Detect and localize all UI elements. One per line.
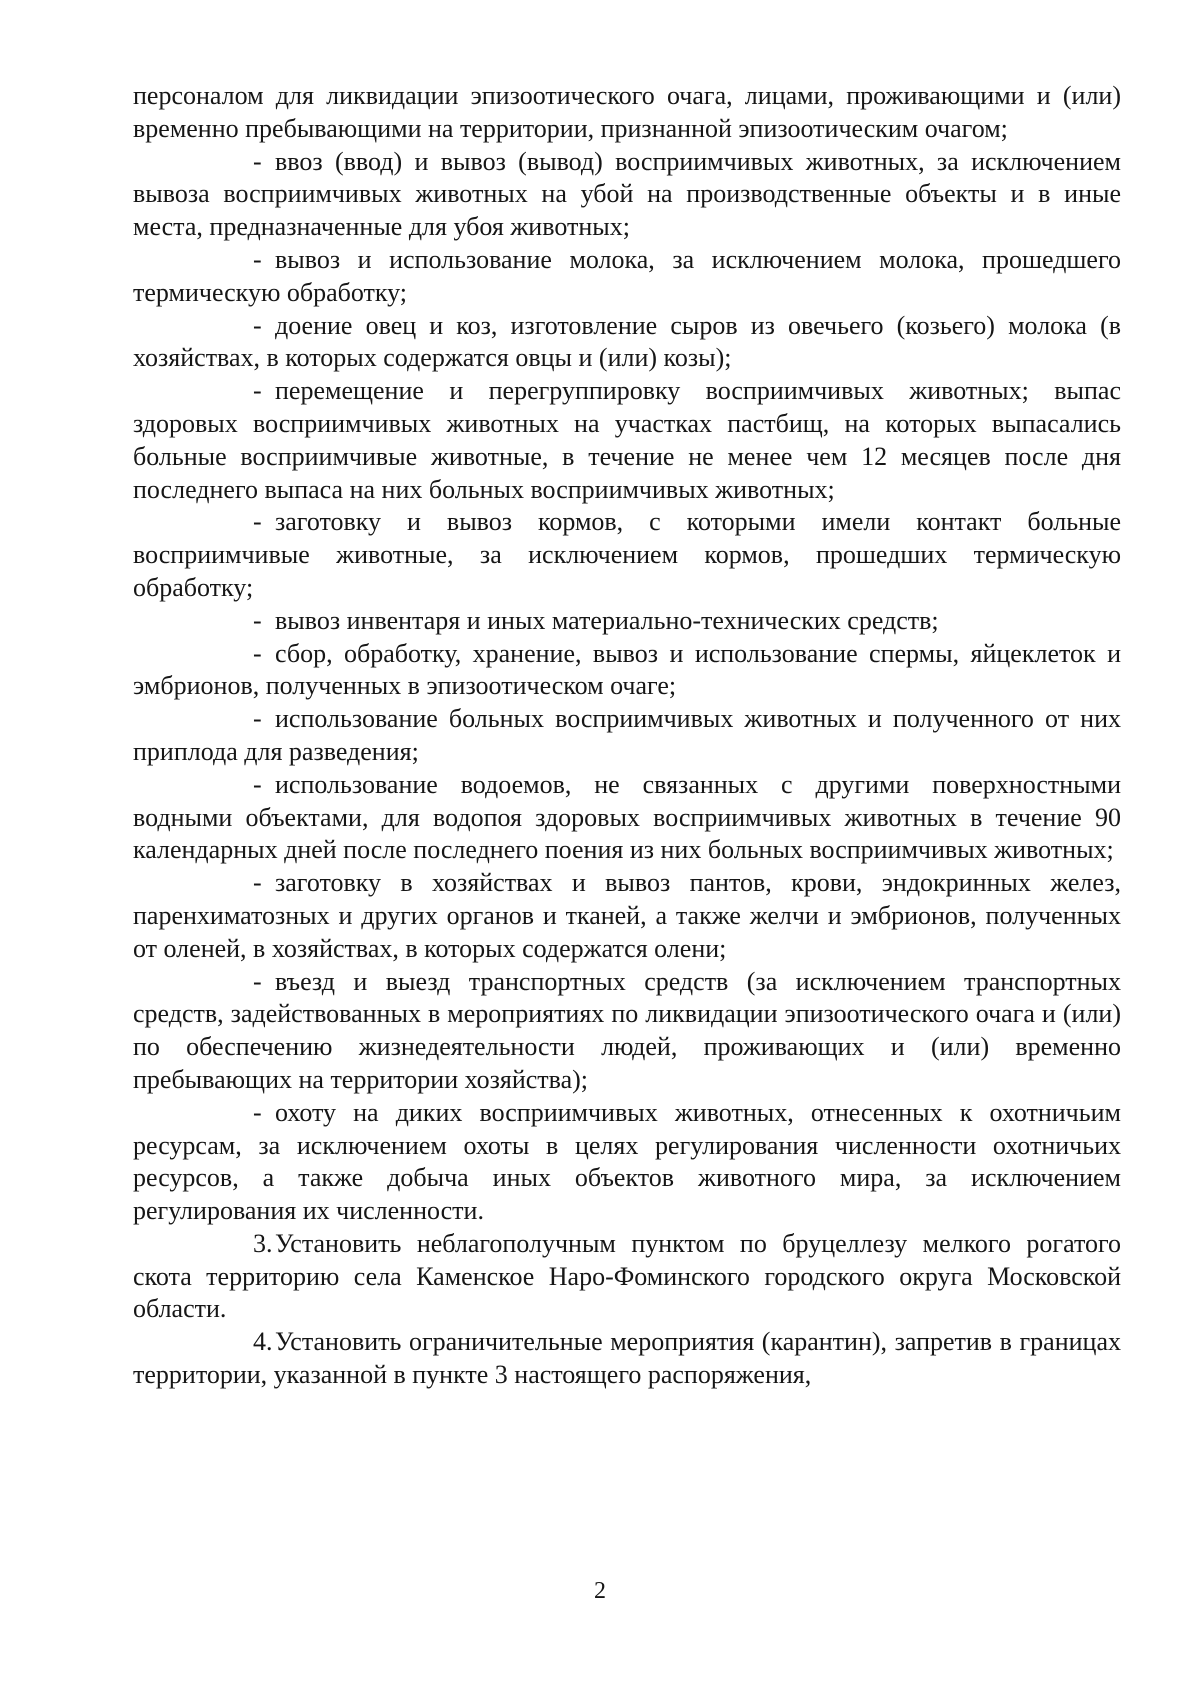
bullet-text: использование водоемов, не связанных с другими поверхностными водными объектами, для водопоя здоровых восприимчивых животных в течение 90 календарных дней после последнего поения из них больных восприимчивых животных; (133, 769, 1121, 865)
bullet-text: сбор, обработку, хранение, вывоз и использование спермы, яйцеклеток и эмбрионов, полученных в эпизоотическом очаге; (133, 638, 1121, 701)
numbered-text: Установить ограничительные мероприятия (карантин), запретив в границах территории, указанной в пункте 3 настоящего распоряжения, (133, 1327, 1121, 1390)
bullet-dash: - (253, 638, 262, 668)
bullet-text: доение овец и коз, изготовление сыров из овечьего (козьего) молока (в хозяйствах, в которых содержатся овцы и (или) козы); (133, 310, 1121, 373)
bullet-item (133, 506, 1121, 604)
item-number: 4. (253, 1327, 273, 1357)
numbered-item (133, 1326, 1121, 1392)
bullet-dash: - (253, 769, 262, 799)
bullet-dash: - (253, 310, 262, 340)
bullet-item (133, 146, 1121, 244)
bullet-text: охоту на диких восприимчивых животных, отнесенных к охотничьим ресурсам, за исключением охоты в целях регулирования численности охотничьих ресурсов, а также добыча иных объектов животного мира, за исключением регулирования их численности. (133, 1097, 1121, 1226)
bullet-item (133, 867, 1121, 965)
bullet-dash: - (253, 146, 262, 176)
bullet-item (133, 1097, 1121, 1228)
bullet-text: заготовку и вывоз кормов, с которыми имели контакт больные восприимчивые животные, за исключением кормов, прошедших термическую обработку; (133, 507, 1121, 602)
bullet-item (133, 310, 1121, 376)
bullet-dash: - (253, 966, 262, 996)
bullet-dash: - (253, 1097, 262, 1127)
bullet-dash: - (253, 244, 262, 274)
document-body (133, 80, 1121, 1392)
paragraph-continuation: персоналом для ликвидации эпизоотического очага, лицами, проживающими и (или) временно пребывающими на территории, признанной эпизоотическим очагом; (133, 81, 1121, 143)
bullet-text: ввоз (ввод) и вывоз (вывод) восприимчивых животных, за исключением вывоза восприимчивых животных на убой на производственные объекты и в иные места, предназначенные для убоя животных; (133, 146, 1121, 242)
bullet-item (133, 244, 1121, 310)
bullet-text: заготовку в хозяйствах и вывоз пантов, крови, эндокринных желез, паренхиматозных и других органов и тканей, а также желчи и эмбрионов, полученных от оленей, в хозяйствах, в которых содержатся олени; (133, 868, 1121, 963)
bullet-text: вывоз инвентаря и иных материально-технических средств; (275, 605, 939, 635)
bullet-item (133, 966, 1121, 1097)
bullet-item (133, 605, 1121, 638)
bullet-text: использование больных восприимчивых животных и полученного от них приплода для разведения; (133, 704, 1121, 766)
bullet-item (133, 638, 1121, 704)
numbered-item (133, 1228, 1121, 1326)
bullet-dash: - (253, 507, 262, 537)
numbered-text: Установить неблагополучным пунктом по бруцеллезу мелкого рогатого скота территорию села Каменское Наро-Фоминского городского округа Московской области. (133, 1228, 1121, 1324)
bullet-item (133, 769, 1121, 867)
bullet-dash: - (253, 605, 262, 635)
bullet-dash: - (253, 704, 262, 734)
bullet-dash: - (253, 376, 262, 406)
page-number: 2 (594, 1578, 606, 1604)
bullet-text: въезд и выезд транспортных средств (за исключением транспортных средств, задействованных в мероприятиях по ликвидации эпизоотического очага и (или) по обеспечению жизнедеятельности людей, проживающих и (или) временно пребывающих на территории хозяйства); (133, 966, 1121, 1094)
bullet-text: перемещение и перегруппировку восприимчивых животных; выпас здоровых восприимчивых животных на участках пастбищ, на которых выпасались больные восприимчивые животные, в течение не менее чем 12 месяцев после дня последнего выпаса на них больных восприимчивых животных; (133, 376, 1121, 504)
bullet-item (133, 703, 1121, 769)
bullet-item (133, 375, 1121, 506)
bullet-text: вывоз и использование молока, за исключением молока, прошедшего термическую обработку; (133, 244, 1121, 307)
item-number: 3. (253, 1228, 273, 1258)
bullet-dash: - (253, 868, 262, 898)
